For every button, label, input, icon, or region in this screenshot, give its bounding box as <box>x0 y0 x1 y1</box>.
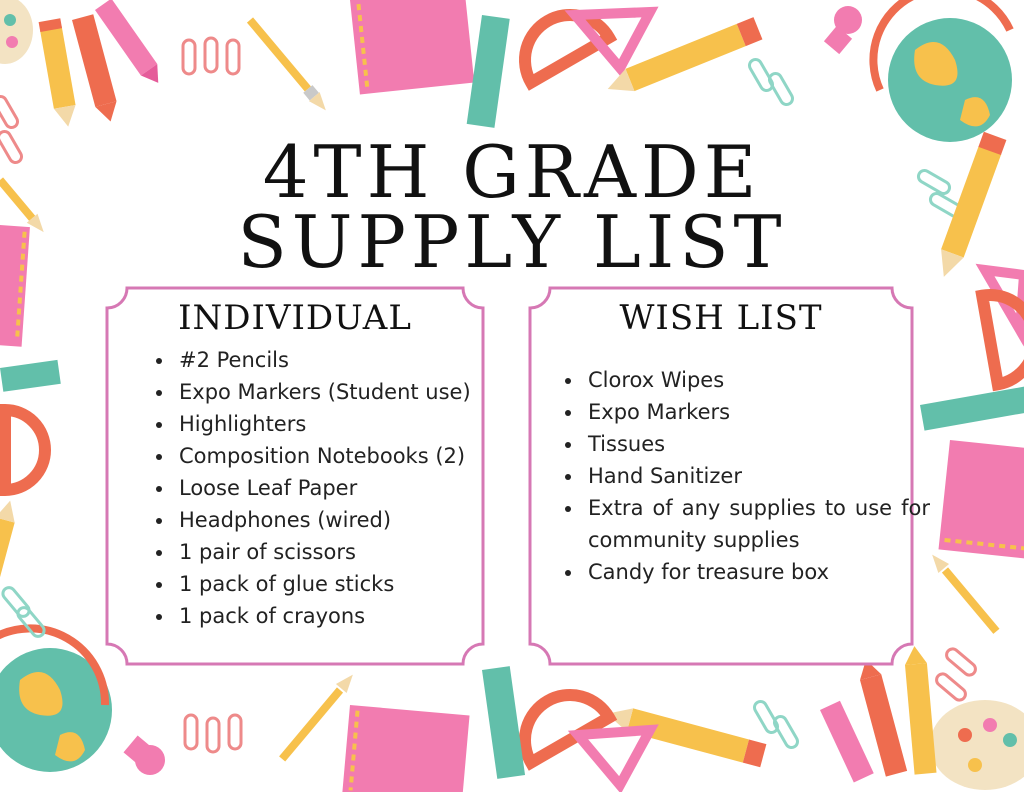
page-title-line-1: 4TH GRADE <box>262 130 762 214</box>
pencil-icon <box>0 498 20 590</box>
protractor-icon <box>5 410 45 490</box>
list-item: • #2 Pencils <box>175 344 505 376</box>
globe-icon <box>0 628 112 772</box>
list-item: • 1 pack of crayons <box>175 600 505 632</box>
paperclip-icon <box>934 646 978 702</box>
list-item: • Highlighters <box>175 408 505 440</box>
pushpin-icon <box>124 736 165 775</box>
list-item: • Loose Leaf Paper <box>175 472 505 504</box>
ruler-icon <box>0 360 61 392</box>
individual-heading: INDIVIDUAL <box>178 298 412 338</box>
set-square-icon <box>578 730 650 785</box>
page-title-line-2: SUPPLY LIST <box>237 200 787 284</box>
crayon-icon <box>820 701 874 783</box>
paperclip-icon <box>185 715 241 752</box>
list-item: • Tissues <box>584 428 930 460</box>
notebook-icon <box>342 705 469 792</box>
list-item: • Hand Sanitizer <box>584 460 930 492</box>
globe-icon <box>873 0 1012 142</box>
notebook-icon <box>939 440 1024 559</box>
list-item: • Expo Markers <box>584 396 930 428</box>
paint-palette-icon <box>0 0 33 64</box>
list-item: • Extra of any supplies to use for community supplies <box>584 492 930 556</box>
individual-panel <box>105 286 485 666</box>
list-item: • 1 pack of glue sticks <box>175 568 505 600</box>
list-item: • Clorox Wipes <box>584 364 930 396</box>
wish-list-panel <box>528 286 930 666</box>
individual-list <box>147 344 505 632</box>
list-item: • 1 pair of scissors <box>175 536 505 568</box>
paintbrush-icon <box>927 550 1002 636</box>
pencil-icon <box>39 18 79 128</box>
ruler-icon <box>467 15 510 128</box>
paintbrush-icon <box>277 670 358 763</box>
paintbrush-icon <box>245 16 332 115</box>
wish-list-heading: WISH LIST <box>619 298 823 338</box>
paperclip-icon <box>752 699 799 749</box>
paint-palette-icon <box>930 700 1024 790</box>
paperclip-icon <box>183 38 239 74</box>
list-item: • Headphones (wired) <box>175 504 505 536</box>
list-item: • Composition Notebooks (2) <box>175 440 505 472</box>
ruler-icon <box>482 666 525 779</box>
protractor-icon <box>982 288 1024 384</box>
notebook-icon <box>350 0 474 94</box>
pushpin-icon <box>824 6 862 54</box>
paperclip-icon <box>747 57 794 106</box>
ruler-icon <box>920 386 1024 431</box>
list-item: • Expo Markers (Student use) <box>175 376 505 408</box>
list-item: • Candy for treasure box <box>584 556 930 588</box>
wish-list <box>556 364 930 588</box>
